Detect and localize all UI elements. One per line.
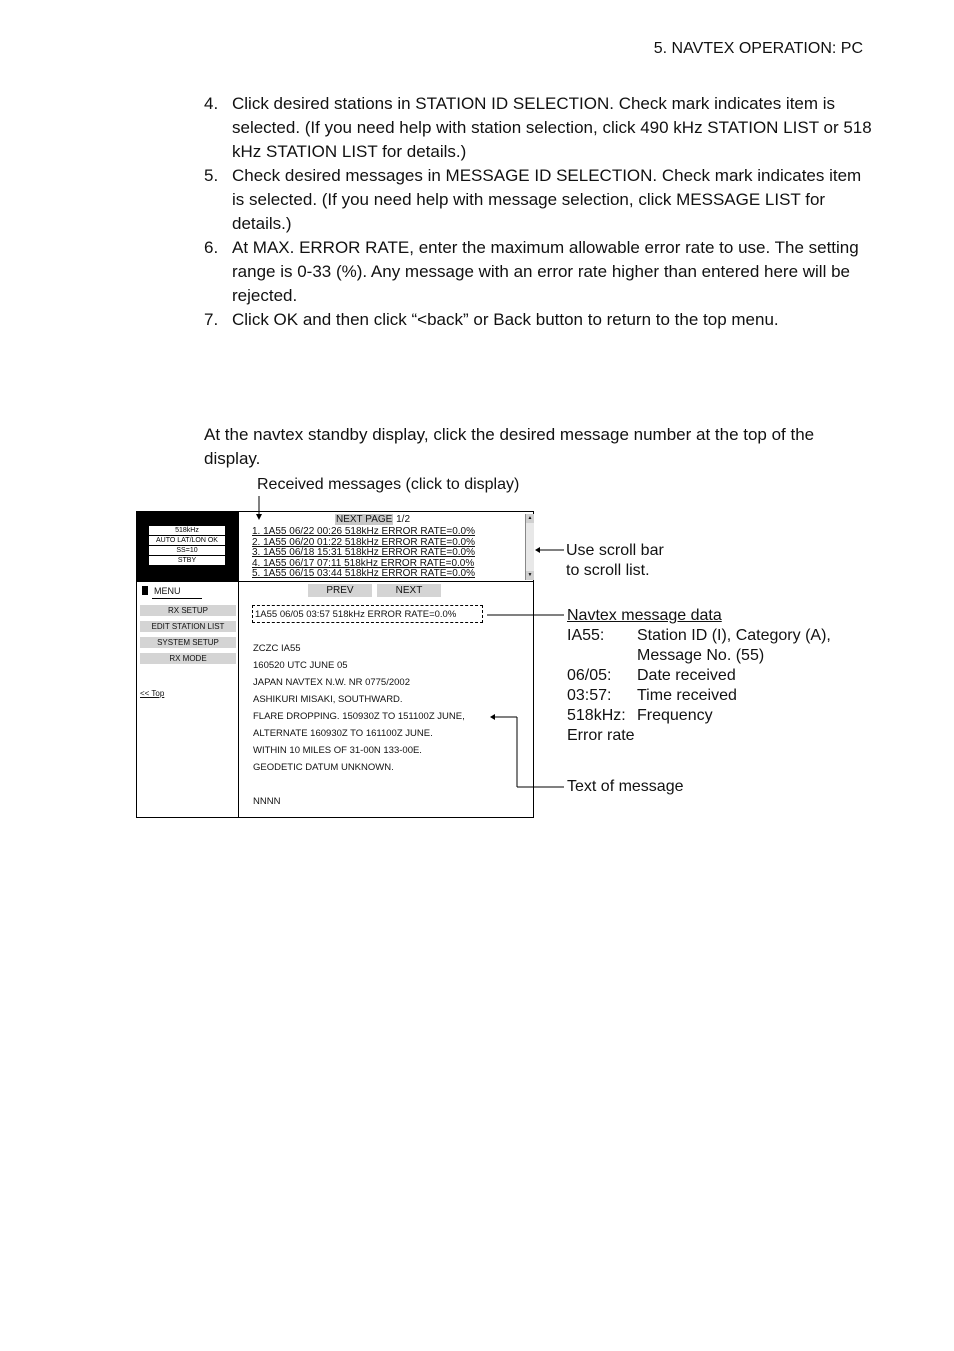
message-line: 160520 UTC JUNE 05 — [253, 660, 348, 671]
received-messages-list — [252, 527, 524, 581]
prev-button[interactable]: PREV — [308, 584, 372, 597]
status-frequency: 518kHz — [149, 526, 225, 536]
navtex-screen — [136, 511, 534, 818]
legend-row: Message No. (55) — [637, 647, 765, 664]
message-line: ZCZC IA55 — [253, 643, 301, 654]
system-setup-button[interactable]: SYSTEM SETUP — [140, 637, 236, 648]
message-list-item[interactable]: 2. 1A55 06/20 01:22 518kHz ERROR RATE=0.0% — [252, 536, 475, 548]
horizontal-divider — [137, 581, 533, 582]
message-line: ALTERNATE 160930Z TO 161100Z JUNE. — [253, 728, 433, 739]
message-list-item[interactable]: 4. 1A55 06/17 07:11 518kHz ERROR RATE=0.0% — [252, 557, 475, 569]
menu-label: MENU — [142, 586, 181, 597]
message-line: WITHIN 10 MILES OF 31-00N 133-00E. — [253, 745, 422, 756]
page-indicator: 1/2 — [396, 514, 411, 525]
legend-row: 518kHz: Frequency — [567, 707, 713, 724]
message-line: ASHIKURI MISAKI, SOUTHWARD. — [253, 694, 403, 705]
vertical-divider — [238, 512, 239, 817]
step-7: 7. Click OK and then click “<back” or Back button to return to the top menu. — [204, 310, 779, 329]
step-4: 4. Click desired stations in STATION ID SELECTION. Check mark indicates item is selected. (If you need help with station selection, click 490 kHz STATION LIST or 518 kHz STATION LIST for details.) — [204, 94, 872, 161]
top-link[interactable]: << Top — [140, 689, 165, 698]
message-line: FLARE DROPPING. 150930Z TO 151100Z JUNE, — [253, 711, 465, 722]
callout-received-messages: Received messages (click to display) — [257, 476, 520, 493]
message-header: 1A55 06/05 03:57 518kHz ERROR RATE=0.0% — [252, 605, 483, 623]
message-list-item[interactable]: 1. 1A55 06/22 00:26 518kHz ERROR RATE=0.0% — [252, 527, 475, 537]
step-6: 6. At MAX. ERROR RATE, enter the maximum allowable error rate to use. The setting range is 0-33 (%). Any message with an error rate higher than entered here will be rejected. — [204, 238, 859, 305]
legend-row: IA55: Station ID (I), Category (A), — [567, 627, 831, 644]
message-list-item[interactable]: 3. 1A55 06/18 15:31 518kHz ERROR RATE=0.0% — [252, 547, 475, 558]
message-line — [253, 776, 465, 793]
next-page-button[interactable]: NEXT PAGE — [336, 514, 393, 525]
legend-row: 06/05: Date received — [567, 667, 736, 684]
page-header: 5. NAVTEX OPERATION: PC — [653, 40, 863, 57]
menu-square-icon — [142, 586, 148, 595]
scroll-up-icon[interactable]: ▲ — [527, 515, 533, 521]
rx-setup-button[interactable]: RX SETUP — [140, 605, 236, 616]
message-line: NNNN — [253, 796, 281, 807]
edit-station-list-button[interactable]: EDIT STATION LIST — [140, 621, 236, 632]
callout-scroll-bar: Use scroll bar to scroll list. — [566, 542, 664, 579]
message-line: GEODETIC DATUM UNKNOWN. — [253, 762, 394, 773]
callout-text-of-message: Text of message — [567, 778, 684, 795]
next-button[interactable]: NEXT — [377, 584, 441, 597]
status-box — [148, 525, 226, 566]
scroll-down-icon[interactable]: ▼ — [527, 572, 533, 578]
page-nav — [335, 514, 410, 526]
status-mode: STBY — [177, 557, 197, 564]
message-text — [253, 640, 465, 810]
legend-title: Navtex message data — [567, 607, 722, 624]
message-line: JAPAN NAVTEX N.W. NR 0775/2002 — [253, 677, 410, 688]
message-data-legend — [567, 606, 831, 746]
status-panel — [137, 512, 239, 581]
status-signal: SS=10 — [149, 546, 225, 556]
status-position: AUTO LAT/LON OK — [149, 536, 225, 546]
legend-error-rate: Error rate — [567, 727, 635, 744]
rx-mode-button[interactable]: RX MODE — [140, 653, 236, 664]
intro-paragraph: At the navtex standby display, click the desired message number at the top of the display. — [204, 425, 815, 468]
legend-row: 03:57: Time received — [567, 687, 737, 704]
message-list-item[interactable]: 5. 1A55 06/15 03:44 518kHz ERROR RATE=0.0% — [252, 568, 475, 579]
step-5: 5. Check desired messages in MESSAGE ID SELECTION. Check mark indicates item is selected. (If you need help with message selection, click MESSAGE LIST for details.) — [204, 166, 862, 233]
message-list-scrollbar[interactable] — [525, 514, 534, 580]
